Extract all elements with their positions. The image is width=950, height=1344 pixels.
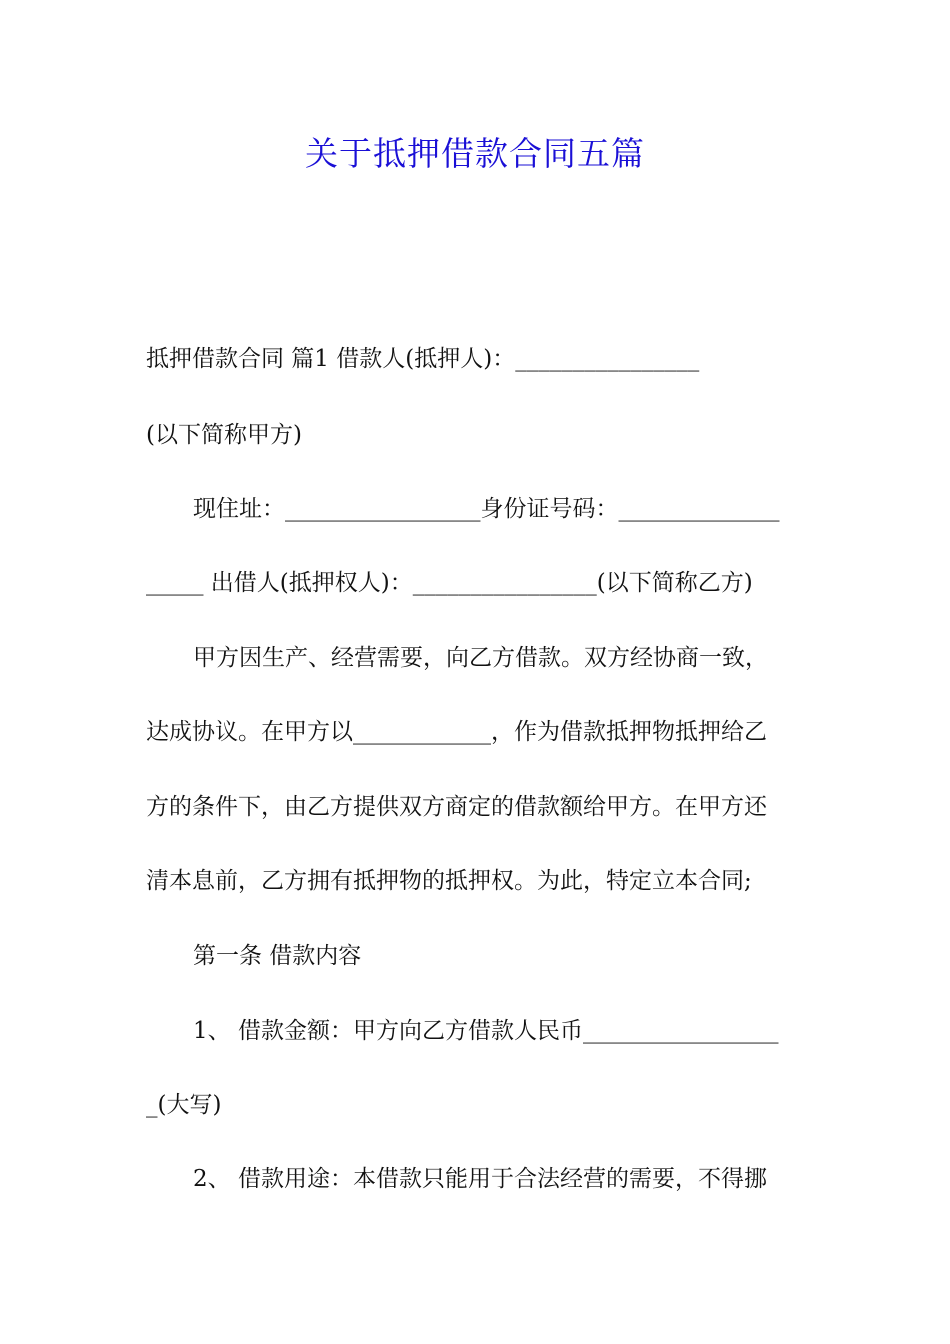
section-heading: 第一条 借款内容 [193,943,362,969]
text-line-1: 抵押借款合同 篇1 借款人(抵押人)：________________ [146,346,700,372]
text-line-11: _(大写) [146,1092,222,1118]
text-line-3: 现住址：_________________身份证号码：______________ [193,496,780,522]
text-line-5: 甲方因生产、经营需要，向乙方借款。双方经协商一致， [193,645,768,671]
document-title: 关于抵押借款合同五篇 [305,134,645,173]
text-line-6: 达成协议。在甲方以____________，作为借款抵押物抵押给乙 [146,719,767,745]
text-line-2: (以下简称甲方) [146,422,302,448]
text-line-12: 2、 借款用途：本借款只能用于合法经营的需要，不得挪 [193,1166,767,1192]
text-line-4: _____ 出借人(抵押权人)：________________(以下简称乙方) [146,570,753,596]
text-line-8: 清本息前，乙方拥有抵押物的抵押权。为此，特定立本合同; [146,868,752,894]
text-line-7: 方的条件下，由乙方提供双方商定的借款额给甲方。在甲方还 [146,794,767,820]
text-line-10: 1、 借款金额：甲方向乙方借款人民币_________________ [193,1018,779,1044]
